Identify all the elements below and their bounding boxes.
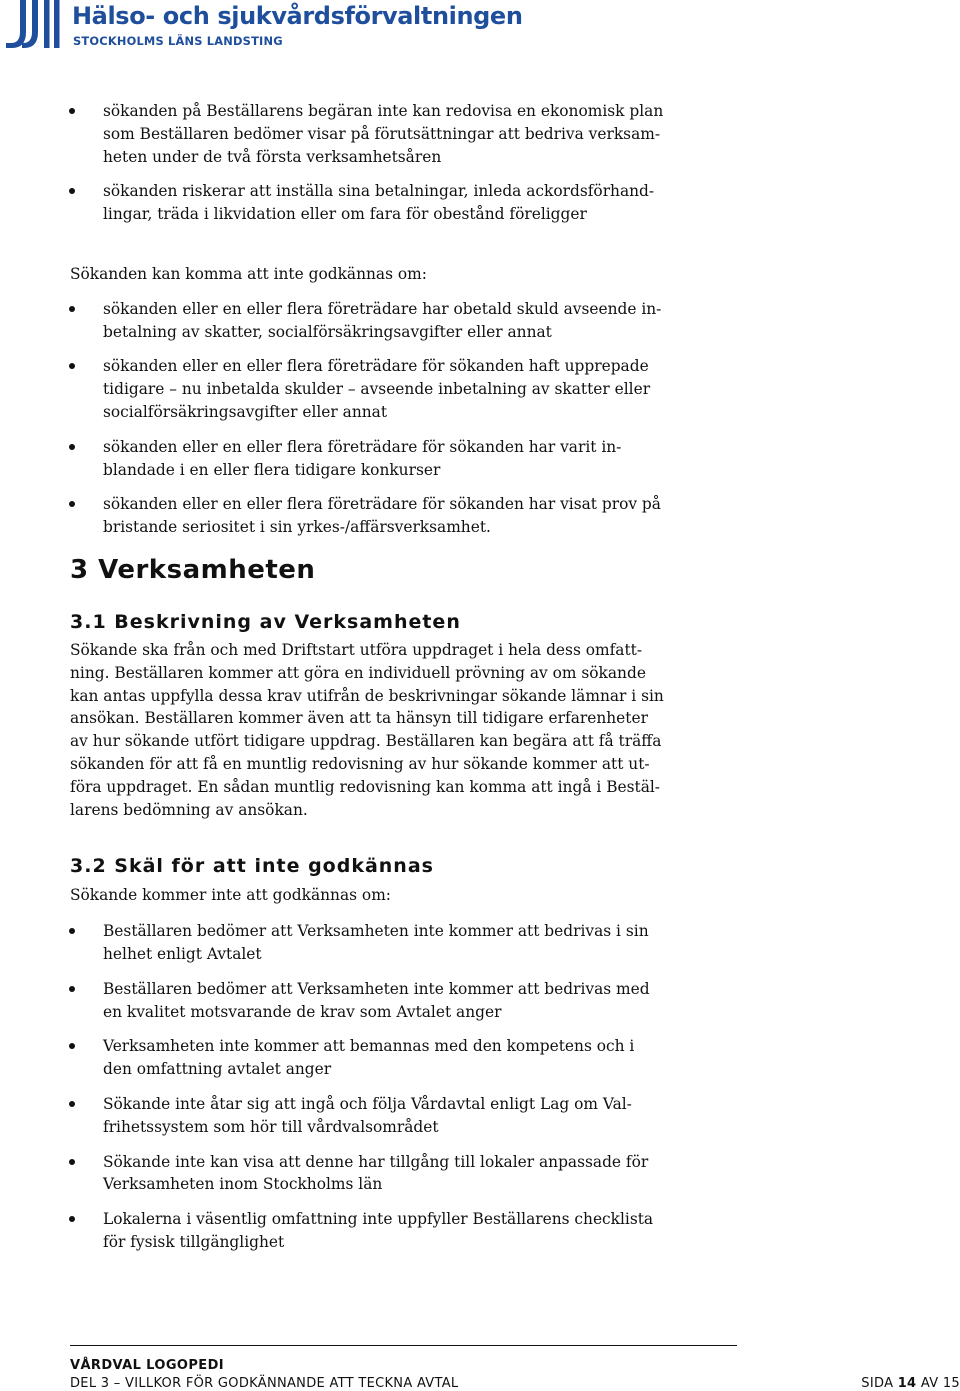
bullet-list-b — [70, 298, 735, 539]
list-item-line: sökanden eller en eller flera företrädare för sökanden haft upprepade — [103, 357, 649, 376]
list-item — [70, 355, 735, 423]
org-name: Hälso- och sjukvårdsförvaltningen — [72, 2, 523, 30]
list-item — [70, 920, 735, 966]
list-item-line: sökanden eller en eller flera företrädare för sökanden har visat prov på — [103, 495, 661, 514]
list-item-line: Beställaren bedömer att Verksamheten inte kommer att bedrivas i sin — [103, 922, 649, 941]
list-item-line: socialförsäkringsavgifter eller annat — [103, 402, 388, 421]
list-item-line: frihetssystem som hör till vårdvalsområdet — [103, 1117, 439, 1136]
footer-title: VÅRDVAL LOGOPEDI — [70, 1358, 225, 1373]
list-item-line: Beställaren bedömer att Verksamheten inte kommer att bedrivas med — [103, 979, 650, 998]
page-current: 14 — [897, 1376, 917, 1391]
list-item — [70, 493, 735, 539]
page-header — [6, 0, 526, 50]
list-item-line: helhet enligt Avtalet — [103, 944, 262, 963]
paragraph-line: ansökan. Beställaren kommer även att ta hänsyn till tidigare erfarenheter — [70, 709, 648, 728]
list-item-line: tidigare – nu inbetalda skulder – avseende inbetalning av skatter eller — [103, 380, 651, 399]
list-item-line: som Beställaren bedömer visar på förutsättningar att bedriva verksam- — [103, 124, 661, 143]
list-item-line: blandade i en eller flera tidigare konkurser — [103, 460, 441, 479]
sll-logo-icon — [6, 0, 64, 50]
footer-divider — [70, 1345, 737, 1346]
list-item-line: Verksamheten inte kommer att bemannas med den kompetens och i — [103, 1037, 635, 1056]
list-item — [70, 436, 735, 482]
list-item — [70, 180, 735, 226]
paragraph-line: larens bedömning av ansökan. — [70, 800, 308, 819]
subsection-heading: 3.1 Beskrivning av Verksamheten — [70, 610, 461, 633]
footer-subtitle: DEL 3 – VILLKOR FÖR GODKÄNNANDE ATT TECKNA AVTAL — [70, 1376, 459, 1391]
list-item — [70, 1208, 735, 1254]
section-heading: 3 Verksamheten — [70, 554, 316, 585]
list-item-line: den omfattning avtalet anger — [103, 1060, 332, 1079]
list-item — [70, 298, 735, 344]
list-item — [70, 1035, 735, 1081]
list-item-line: heten under de två första verksamhetsåren — [103, 147, 442, 166]
list-item — [70, 1093, 735, 1139]
list-item-line: en kvalitet motsvarande de krav som Avtalet anger — [103, 1002, 502, 1021]
page-prefix: SIDA — [861, 1376, 894, 1391]
list-item — [70, 1151, 735, 1197]
list-item-line: Sökande inte kan visa att denne har tillgång till lokaler anpassade för — [103, 1152, 649, 1171]
paragraph-line: föra uppdraget. En sådan muntlig redovisning kan komma att ingå i Bestäl- — [70, 777, 661, 796]
bullet-list-c — [70, 920, 735, 1254]
page-total: 15 — [942, 1376, 960, 1391]
list-item-line: bristande seriositet i sin yrkes-/affärsverksamhet. — [103, 518, 491, 537]
list-item-line: sökanden riskerar att inställa sina betalningar, inleda ackordsförhand- — [103, 182, 655, 201]
bullet-list-a — [70, 100, 735, 226]
page-mid: AV — [920, 1376, 939, 1391]
list-item — [70, 978, 735, 1024]
paragraph-line: ning. Beställaren kommer att göra en individuell prövning av om sökande — [70, 663, 646, 682]
section-paragraph — [70, 639, 735, 821]
paragraph-line: av hur sökande utfört tidigare uppdrag. Beställaren kan begära att få träffa — [70, 732, 662, 751]
org-subtitle: STOCKHOLMS LÄNS LANDSTING — [73, 34, 283, 48]
list-item-line: betalning av skatter, socialförsäkringsavgifter eller annat — [103, 322, 552, 341]
list-item-line: lingar, träda i likvidation eller om fara för obestånd föreligger — [103, 205, 587, 224]
list-item-line: sökanden på Beställarens begäran inte kan redovisa en ekonomisk plan — [103, 102, 664, 120]
list-item-line: för fysisk tillgänglighet — [103, 1232, 285, 1251]
document-body — [70, 100, 735, 1254]
list-item-line: Lokalerna i väsentlig omfattning inte uppfyller Beställarens checklista — [103, 1210, 654, 1229]
list-item-line: sökanden eller en eller flera företrädare har obetald skuld avseende in- — [103, 299, 662, 318]
paragraph-line: kan antas uppfylla dessa krav utifrån de beskrivningar sökande lämnar i sin — [70, 686, 664, 705]
list-item-line: Sökande inte åtar sig att ingå och följa Vårdavtal enligt Lag om Val- — [103, 1094, 632, 1113]
paragraph-line: sökanden för att få en muntlig redovisning av hur sökande kommer att ut- — [70, 754, 650, 773]
list-item-line: Verksamheten inom Stockholms län — [103, 1175, 383, 1194]
paragraph-line: Sökande ska från och med Driftstart utföra uppdraget i hela dess omfatt- — [70, 640, 643, 659]
paragraph-intro: Sökanden kan komma att inte godkännas om: — [70, 264, 427, 283]
page-number — [861, 1376, 960, 1391]
list-item — [70, 100, 735, 168]
list-item-line: sökanden eller en eller flera företrädare för sökanden har varit in- — [103, 437, 622, 456]
paragraph-intro: Sökande kommer inte att godkännas om: — [70, 886, 391, 905]
subsection-heading: 3.2 Skäl för att inte godkännas — [70, 855, 434, 878]
